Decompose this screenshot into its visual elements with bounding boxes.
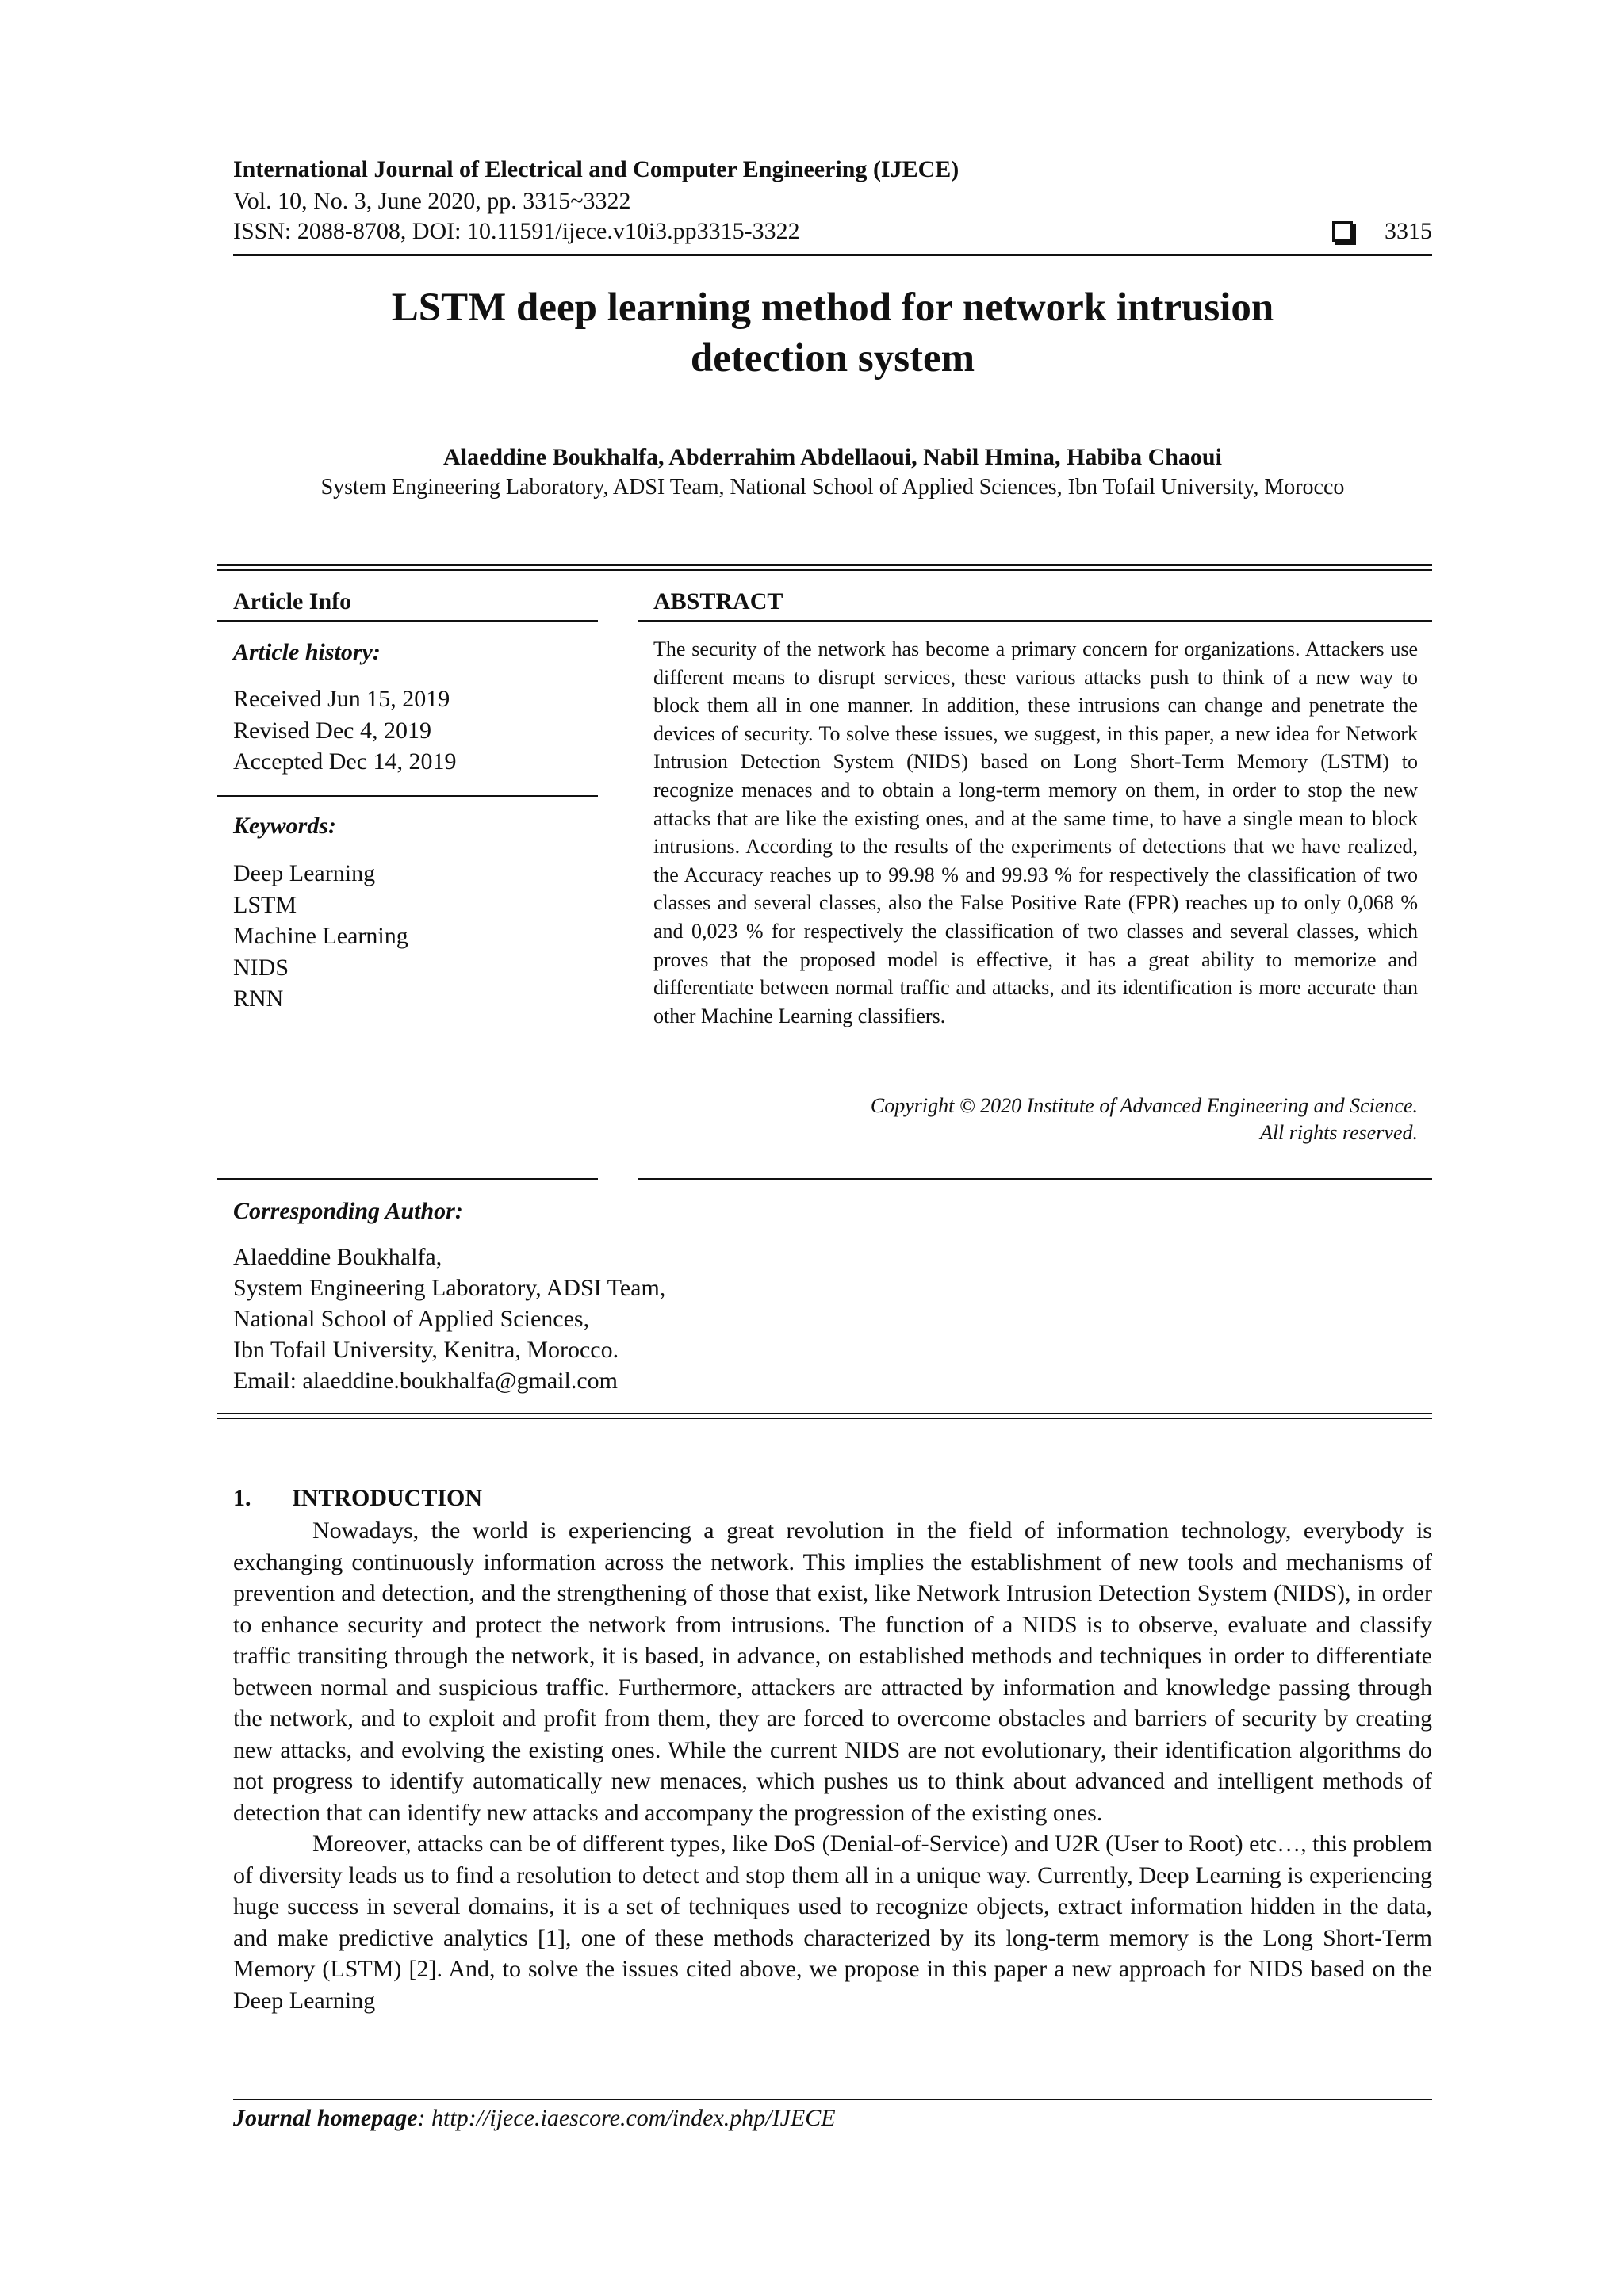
header-rule	[233, 254, 1432, 256]
history-received: Received Jun 15, 2019	[233, 686, 450, 712]
homepage-url: http://ijece.iaescore.com/index.php/IJECE	[431, 2105, 836, 2131]
paragraph: Moreover, attacks can be of different types, like DoS (Denial-of-Service) and U2R (User to Root) etc…, this problem of diversity leads us to find a resolution to detect and stop them all in a unique way. Currently, Deep Learning is experiencing huge success in several domains, it is a set of techniques used to recognize objects, extract information hidden in the data, and make predictive analytics [1], one of these methods characterized by its long-term memory is the Long Short-Term Memory (LSTM) [2]. And, to solve the issues cited above, we propose in this paper a new approach for NIDS based on the Deep Learning	[233, 1831, 1432, 2014]
infobox-bottom-rule	[217, 1413, 1432, 1414]
infobox-bottom-right-rule	[638, 1178, 1432, 1180]
keyword-item: Machine Learning	[233, 923, 408, 949]
issn-doi: ISSN: 2088-8708, DOI: 10.11591/ijece.v10i3.pp3315-3322	[233, 218, 800, 244]
section-number: 1.	[233, 1485, 251, 1511]
square-bullet-icon	[1332, 221, 1353, 242]
paper-title	[233, 282, 1432, 384]
keyword-item: Deep Learning	[233, 860, 376, 886]
abstract-text: The security of the network has become a primary concern for organizations. Attackers use different means to disrupt services, these various attacks push to think of a new way to block them all in one manner. In addition, these intrusions can change and penetrate the devices of security. To solve these issues, we suggest, in this paper, a new idea for Network Intrusion Detection System (NIDS) based on Long Short-Term Memory (LSTM) to recognize menaces and to obtain a long-term memory on them, in order to stop the new attacks that are like the existing ones, and at the same time, to have a single mean to block intrusions. According to the results of the experiments of detections that we have realized, the Accuracy reaches up to 99.98 % and 99.93 % for respectively the classification of two classes and several classes, also the False Positive Rate (FPR) reaches up to only 0,068 % and 0,023 % for respectively the classification of two classes and several classes, which proves that the proposed model is effective, it has a great ability to memorize and differentiate between normal traffic and attacks, and its identification is more accurate than other Machine Learning classifiers.	[653, 637, 1418, 1027]
copyright-line-2: All rights reserved.	[1259, 1121, 1418, 1144]
keywords-divider-rule	[217, 795, 598, 797]
footer-rule	[233, 2099, 1432, 2100]
corresponding-author-label: Corresponding Author:	[233, 1198, 463, 1224]
keywords-label: Keywords:	[233, 813, 336, 839]
affiliation: System Engineering Laboratory, ADSI Team, National School of Applied Sciences, Ibn Tofail University, Morocco	[320, 475, 1345, 499]
keywords-list	[233, 858, 598, 1015]
infobox-top-rule-2	[217, 569, 1432, 571]
section-heading-introduction	[233, 1484, 482, 1513]
keyword-item: RNN	[233, 985, 284, 1012]
paragraph: Nowadays, the world is experiencing a great revolution in the field of information technology, everybody is exchanging continuously information across the network. This implies the establishment of new tools and mechanisms of prevention and detection, and the strengthening of those that exist, like Network Intrusion Detection System (NIDS), in order to enhance security and protect the network from intrusions. The function of a NIDS is to observe, evaluate and classify traffic transiting through the network, it is based, in advance, on established methods and techniques in order to differentiate between normal and suspicious traffic. Furthermore, attackers are attracted by information and knowledge passing through the network, and to exploit and profit from them, they are forced to overcome obstacles and barriers of security by creating new attacks, and evolving the existing ones. While the current NIDS are not evolutionary, their identification algorithms do not progress to identify automatically new menaces, which pushes us to think about advanced and intelligent methods of detection that can identify new attacks and accompany the progression of the existing ones.	[233, 1517, 1432, 1826]
corresponding-line: Alaeddine Boukhalfa,	[233, 1244, 442, 1270]
corresponding-line: National School of Applied Sciences,	[233, 1306, 590, 1332]
history-revised: Revised Dec 4, 2019	[233, 717, 431, 744]
journal-name: International Journal of Electrical and Computer Engineering (IJECE)	[233, 156, 959, 182]
infobox-top-rule	[217, 564, 1432, 566]
section-title: INTRODUCTION	[292, 1485, 483, 1511]
infobox-bottom-rule-2	[217, 1418, 1432, 1419]
journal-issn	[233, 217, 1432, 246]
introduction-body	[233, 1515, 1432, 2016]
abstract-rule	[638, 620, 1432, 622]
title-line-1: LSTM deep learning method for network intrusion	[391, 285, 1274, 330]
homepage-label: Journal homepage	[233, 2105, 418, 2131]
corresponding-author-block	[233, 1242, 947, 1396]
article-info-rule	[217, 620, 598, 622]
keyword-item: NIDS	[233, 954, 289, 981]
article-history-list	[233, 683, 598, 778]
corresponding-line: Ibn Tofail University, Kenitra, Morocco.	[233, 1337, 619, 1363]
corresponding-email: Email: alaeddine.boukhalfa@gmail.com	[233, 1368, 618, 1394]
history-accepted: Accepted Dec 14, 2019	[233, 748, 457, 775]
journal-homepage: Journal homepage: http://ijece.iaescore.com/index.php/IJECE	[233, 2105, 836, 2131]
copyright-line-1: Copyright © 2020 Institute of Advanced Engineering and Science.	[870, 1094, 1418, 1117]
copyright-notice	[653, 1093, 1418, 1146]
keyword-item: LSTM	[233, 891, 297, 918]
page-marker	[1332, 217, 1432, 246]
article-info-heading: Article Info	[233, 588, 352, 614]
article-history-label: Article history:	[233, 639, 381, 665]
page-number: 3315	[1385, 218, 1432, 244]
author-list: Alaeddine Boukhalfa, Abderrahim Abdellaoui, Nabil Hmina, Habiba Chaoui	[443, 444, 1222, 470]
abstract-heading: ABSTRACT	[653, 588, 783, 614]
infobox-bottom-left-rule	[217, 1178, 598, 1180]
title-line-2: detection system	[690, 336, 975, 381]
journal-volume: Vol. 10, No. 3, June 2020, pp. 3315~3322	[233, 188, 631, 214]
corresponding-line: System Engineering Laboratory, ADSI Team,	[233, 1275, 666, 1301]
